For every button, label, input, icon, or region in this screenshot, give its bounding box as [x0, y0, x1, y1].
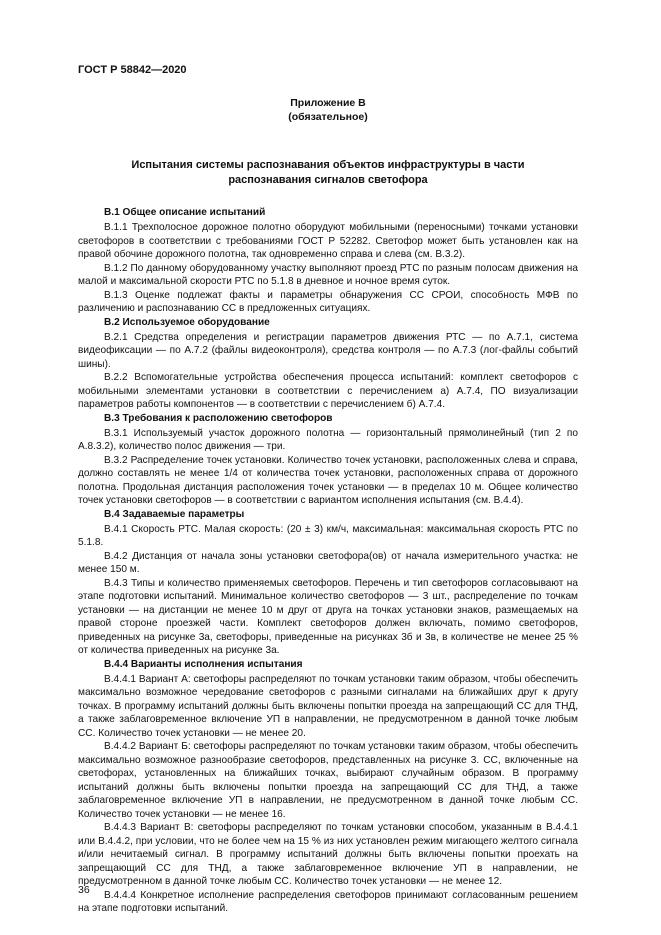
appendix-status: (обязательное)	[288, 111, 368, 123]
subsection-heading: В.4.4 Варианты исполнения испытания	[104, 658, 303, 670]
appendix-heading	[78, 158, 578, 187]
paragraph: В.3.2 Распределение точек установки. Количество точек установки, расположенных слева и справа, должно составлять не менее 1/4 от количества точек установки, расположенных справа от дорожного полотна. Продольная дистанция расположения точек установки — в пределах 10 м. Общее количество точек установки светофоров — в соответствии с вариантом исполнения испытания (см. В.4.4).	[78, 454, 578, 506]
paragraph: В.2.1 Средства определения и регистрации параметров движения РТС — по А.7.1, система видеофиксации — по А.7.2 (файлы видеоконтроля), средства контроля — по А.7.3 (лог-файлы событий шины).	[78, 331, 578, 370]
document-code: ГОСТ Р 58842—2020	[78, 64, 187, 76]
heading-line-2: распознавания сигналов светофора	[228, 173, 428, 186]
section-heading: В.3 Требования к расположению светофоров	[104, 412, 333, 424]
paragraph: В.4.4.1 Вариант А: светофоры распределяют по точкам установки таким образом, чтобы обеспечить максимально возможное чередование светофоров с разными сигналами на ближайших друг к другу точках. В программу испытаний должны быть включены попытки проезда на запрещающий СС для ТНД, а также заблаговременное включение УП в направлении, не предусмотренном в данной точке любым СС. Количество точек установки — не менее 20.	[78, 673, 578, 739]
paragraph: В.4.1 Скорость РТС. Малая скорость: (20 ± 3) км/ч, максимальная: максимальная скорость РТС по 5.1.8.	[78, 523, 578, 548]
document-body	[78, 206, 578, 916]
paragraph: В.1.1 Трехполосное дорожное полотно оборудуют мобильными (переносными) точками установки светофоров в соответствии с требованиями ГОСТ Р 52282. Светофор может быть установлен как на правой обочине дорожного полотна, так одновременно справа и слева (см. В.3.2).	[78, 222, 578, 260]
paragraph: В.4.2 Дистанция от начала зоны установки светофора(ов) от начала измерительного участка: не менее 150 м.	[78, 550, 578, 575]
appendix-label	[78, 96, 578, 124]
paragraph: В.4.3 Типы и количество применяемых светофоров. Перечень и тип светофоров согласовывают на этапе подготовки испытаний. Минимальное количество светофоров — 3 шт., распределение по точкам установки — на дистанции не менее 10 м друг от друга на точках установки знаков, размещаемых на правой стороне проезжей части. Комплект светофоров должен включать, помимо светофоров, приведенных на рисунке 3а, светофоры, приведенные на рисунках 3б и 3в, в количестве не менее 25 % от количества приведенных на рисунке 3а.	[78, 577, 578, 656]
paragraph: В.4.4.2 Вариант Б: светофоры распределяют по точкам установки таким образом, чтобы обеспечить максимально возможное разнообразие светофоров, представленных на рисунке 3. СС, включенные на светофорах, установленных на ближайших точках, выбирают случайным образом. В программу испытаний должны быть включены попытки проезда на запрещающий СС для ТНД, а также заблаговременное включение УП в направлении, не предусмотренном в данной точке любым СС. Количество точек установки — не менее 16.	[78, 741, 578, 820]
paragraph: В.2.2 Вспомогательные устройства обеспечения процесса испытаний: комплект светофоров с мобильными элементами установки в соответствии с перечислением а) А.7.4, ПО визуализации параметров работы компонентов — в соответствии с перечислением б) А.7.4.	[78, 372, 578, 410]
paragraph: В.4.4.3 Вариант В: светофоры распределяют по точкам установки способом, указанным в В.4.4.1 или В.4.4.2, при условии, что не более чем на 15 % из них установлен режим мигающего желтого сигнала и/или нечитаемый сигнал. В программу испытаний должны быть включены попытки проехать на запрещающий СС для ТНД, а также заблаговременное включение УП в направлении, не предусмотренном в данной точке любым СС. Количество точек установки — не менее 12.	[78, 822, 578, 887]
section-heading: В.4 Задаваемые параметры	[104, 508, 245, 520]
page-number: 36	[78, 884, 90, 896]
appendix-title: Приложение В	[290, 97, 366, 109]
section-heading: В.1 Общее описание испытаний	[104, 207, 266, 218]
paragraph: В.4.4.4 Конкретное исполнение распределения светофоров принимают согласованным решением на этапе подготовки испытаний.	[78, 889, 578, 914]
paragraph: В.3.1 Используемый участок дорожного полотна — горизонтальный прямолинейный (тип 2 по А.8.3.2), количество полос движения — три.	[78, 427, 578, 452]
paragraph: В.1.2 По данному оборудованному участку выполняют проезд РТС по разным полосам движения на малой и максимальной скорости РТС по 5.1.8 в дневное и ночное время суток.	[78, 262, 578, 287]
paragraph: В.1.3 Оценке подлежат факты и параметры обнаружения СС СРОИ, способность МФВ по различению и распознаванию СС в предложенных ситуациях.	[78, 289, 578, 314]
heading-line-1: Испытания системы распознавания объектов инфраструктуры в части	[131, 159, 525, 171]
section-heading: В.2 Используемое оборудование	[104, 316, 270, 328]
